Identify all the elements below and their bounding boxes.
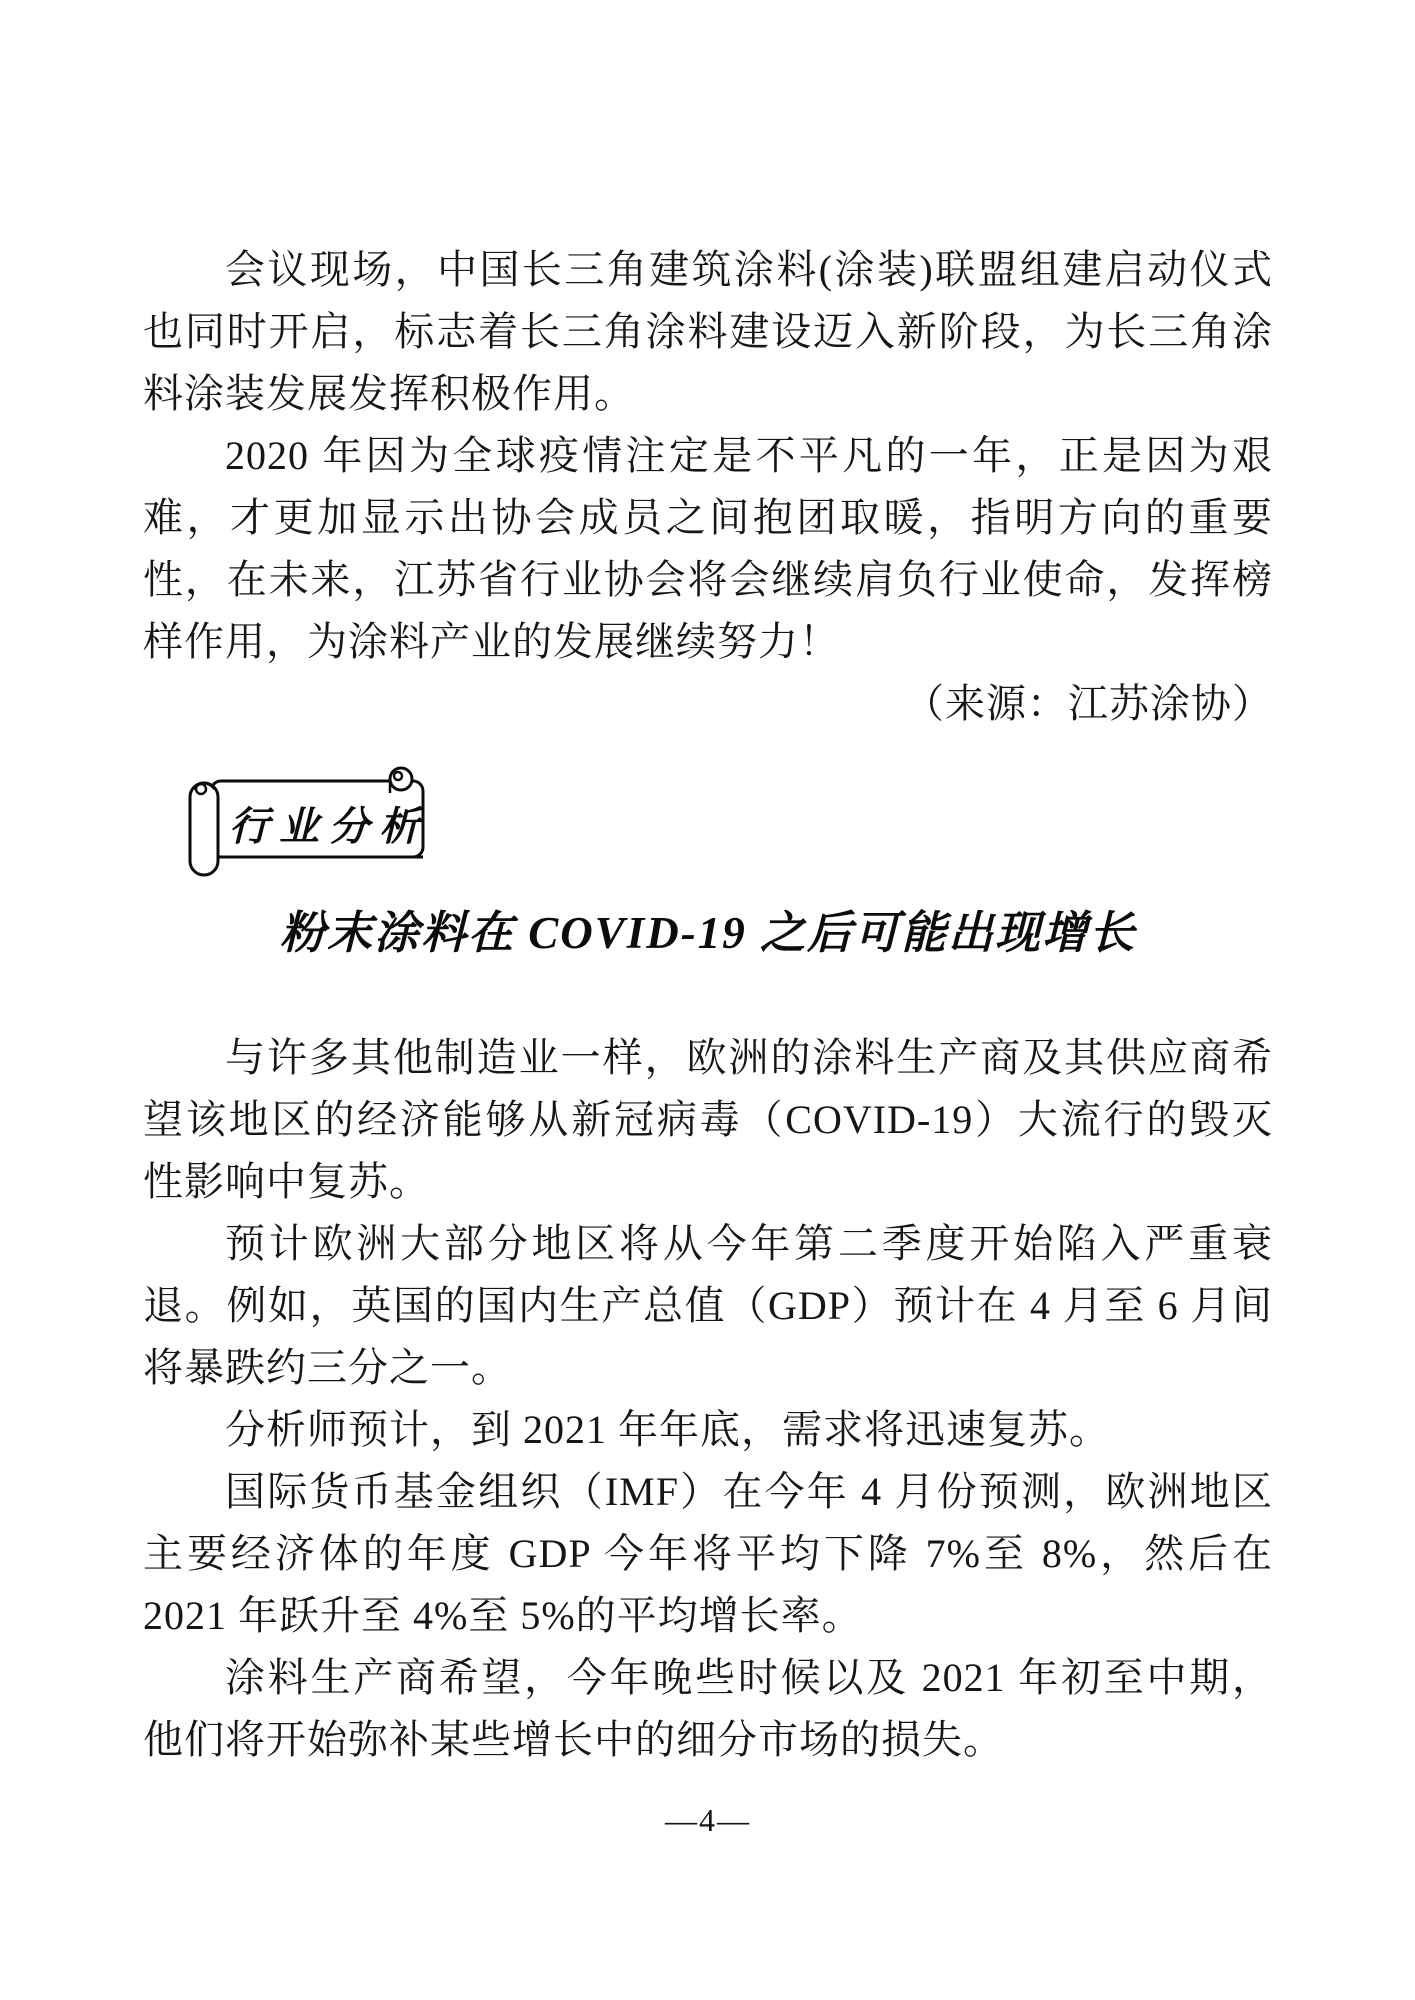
section-banner [185,765,431,879]
paragraph: 与许多其他制造业一样，欧洲的涂料生产商及其供应商希望该地区的经济能够从新冠病毒（COVID-19）大流行的毁灭性影响中复苏。 [143,1035,1273,1204]
paragraph: 分析师预计，到 2021 年年底，需求将迅速复苏。 [225,1407,1110,1452]
paragraph: 2020 年因为全球疫情注定是不平凡的一年，正是因为艰难，才更加显示出协会成员之间抱团取暖，指明方向的重要性，在未来，江苏省行业协会将会继续肩负行业使命，发挥榜样作用，为涂料产业的发展继续努力！ [143,433,1273,664]
paragraph: 涂料生产商希望，今年晚些时候以及 2021 年初至中期，他们将开始弥补某些增长中的细分市场的损失。 [143,1655,1273,1762]
paragraph: 预计欧洲大部分地区将从今年第二季度开始陷入严重衰退。例如，英国的国内生产总值（GDP）预计在 4 月至 6 月间将暴跌约三分之一。 [143,1221,1273,1390]
section-banner-label: 行业分析 [229,804,429,849]
content-column [143,0,1273,1771]
paragraph: 会议现场，中国长三角建筑涂料(涂装)联盟组建启动仪式也同时开启，标志着长三角涂料建设迈入新阶段，为长三角涂料涂装发展发挥积极作用。 [143,247,1273,416]
source-attribution: （来源：江苏涂协） [904,681,1273,726]
paragraph: 国际货币基金组织（IMF）在今年 4 月份预测，欧洲地区主要经济体的年度 GDP 今年将平均下降 7%至 8%，然后在 2021 年跃升至 4%至 5%的平均增长率。 [143,1469,1273,1638]
article-title: 粉末涂料在 COVID-19 之后可能出现增长 [279,908,1137,958]
page-number: —4— [665,1802,751,1838]
